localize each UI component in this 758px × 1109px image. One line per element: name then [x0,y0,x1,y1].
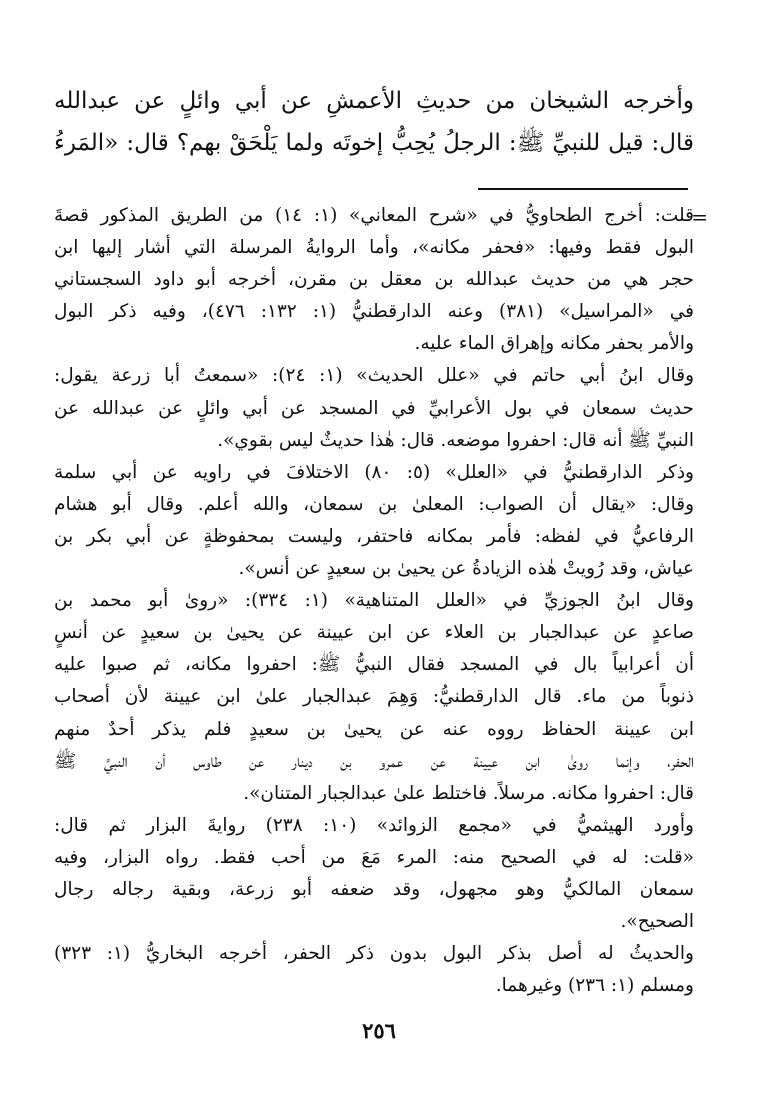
footnote-line: ابن عيينة الحفاظ رووه عنه عن يحيىٰ بن سعيدٍ فلم يذكر أحدٌ منهم [54,718,694,740]
footnote-line: «قلت: له في الصحيح منه: المرء مَعَ من أحب فقط. رواه البزار، وفيه [54,846,694,868]
footnote-line: ذنوباً من ماء. قال الدارقطنيُّ: وَهِمَ عبدالجبار علىٰ ابن عيينة لأن أصحاب [54,686,694,708]
footnote-line: البول فقط وفيها: «فحفر مكانه»، وأما الروايةُ المرسلة التي أشار إليها ابن [54,237,694,259]
footnote-line: وذكر الدارقطنيُّ في «العلل» (٥: ٨٠) الاختلافَ في راويه عن أبي سلمة [54,461,694,483]
footnote-line: الرفاعيُّ في لفظه: فأمر بمكانه فاحتفر، وليست بمحفوظةٍ عن أبي بكر بن [54,525,694,547]
footnote-line: في «المراسيل» (٣٨١) وعنه الدارقطنيُّ (١: ١٣٢: ٤٧٦)، وفيه ذكر البول [54,301,694,323]
footnote-separator [478,188,688,190]
footnote-line: وقال ابنُ أبي حاتم في «علل الحديث» (١: ٢٤): «سمعتُ أبا زرعة يقول: [54,365,694,387]
footnote-line: والحديثُ له أصل بذكر البول بدون ذكر الحفر، أخرجه البخاريُّ (١: ٣٢٣) [54,943,694,965]
footnote-line: والأمر بحفر مكانه وإهراق الماء عليه. [414,333,694,355]
main-line: وأخرجه الشيخان من حديثِ الأعمشِ عن أبي وائلٍ عن عبدالله [54,88,694,114]
footnotes [54,200,694,1002]
footnote-line: وقال: «يقال أن الصواب: المعلىٰ بن سمعان، والله أعلم. وقال أبو هشام [54,493,694,515]
footnote-line: سمعان المالكيُّ وهو مجهول، وقد ضعفه أبو زرعة، وبقية رجاله رجال [54,878,694,900]
footnote-line: ومسلم (١: ٢٣٦) وغيرهما. [495,975,694,997]
footnote-line: وأورد الهيثميُّ في «مجمع الزوائد» (١٠: ٢٣٨) روايةَ البزار ثم قال: [54,814,694,836]
footnote-line: قلت: أخرج الطحاويُّ في «شرح المعاني» (١: ١٤) من الطريق المذكور قصةَ [54,205,694,226]
footnote-line: النبيِّ ﷺ أنه قال: احفروا موضعه. قال: هٰذا حديثٌ ليس بقوي». [217,429,694,451]
main-text [54,80,694,164]
footnote-line: حجر هي من حديث عبدالله بن معقل بن مقرن، أخرجه أبو داود السجستاني [54,269,694,291]
footnote-continuation-mark: = [691,205,708,229]
footnote-line: الصحيح». [620,911,694,933]
footnote-line: صاعدٍ عن عبدالجبار بن العلاء عن ابن عيينة عن يحيىٰ بن سعيدٍ عن أنسٍ [54,622,694,644]
footnote-line: وقال ابنُ الجوزيِّ في «العلل المتناهية» (١: ٣٣٤): «روىٰ أبو محمد بن [54,590,694,612]
footnote-line: أن أعرابياً بال في المسجد فقال النبيُّ ﷺ: احفروا مكانه، ثم صبوا عليه [54,654,694,676]
page-number: ٢٥٦ [362,1018,396,1043]
footnote-line: حديث سمعان في بول الأعرابيِّ في المسجد عن أبي وائلٍ عن عبدالله عن [54,397,694,419]
main-line: قال: قيل للنبيِّ ﷺ: الرجلُ يُحِبُّ إخوتَه ولما يَلْحَقْ بهم؟ قال: «المَرءُ [54,130,694,156]
footnote-line: قال: احفروا مكانه. مرسلاً. فاختلط علىٰ عبدالجبار المتنان». [243,782,694,804]
footnote-line: الحفر، وإنما روىٰ ابن عيينة عن عمرو بن دينار عن طاوس أن النبيَّ ﷺ [54,750,694,772]
footnote-line: عياش، وقد رُويتْ هٰذه الزيادةُ عن يحيىٰ بن سعيدٍ عن أنس». [238,558,694,580]
